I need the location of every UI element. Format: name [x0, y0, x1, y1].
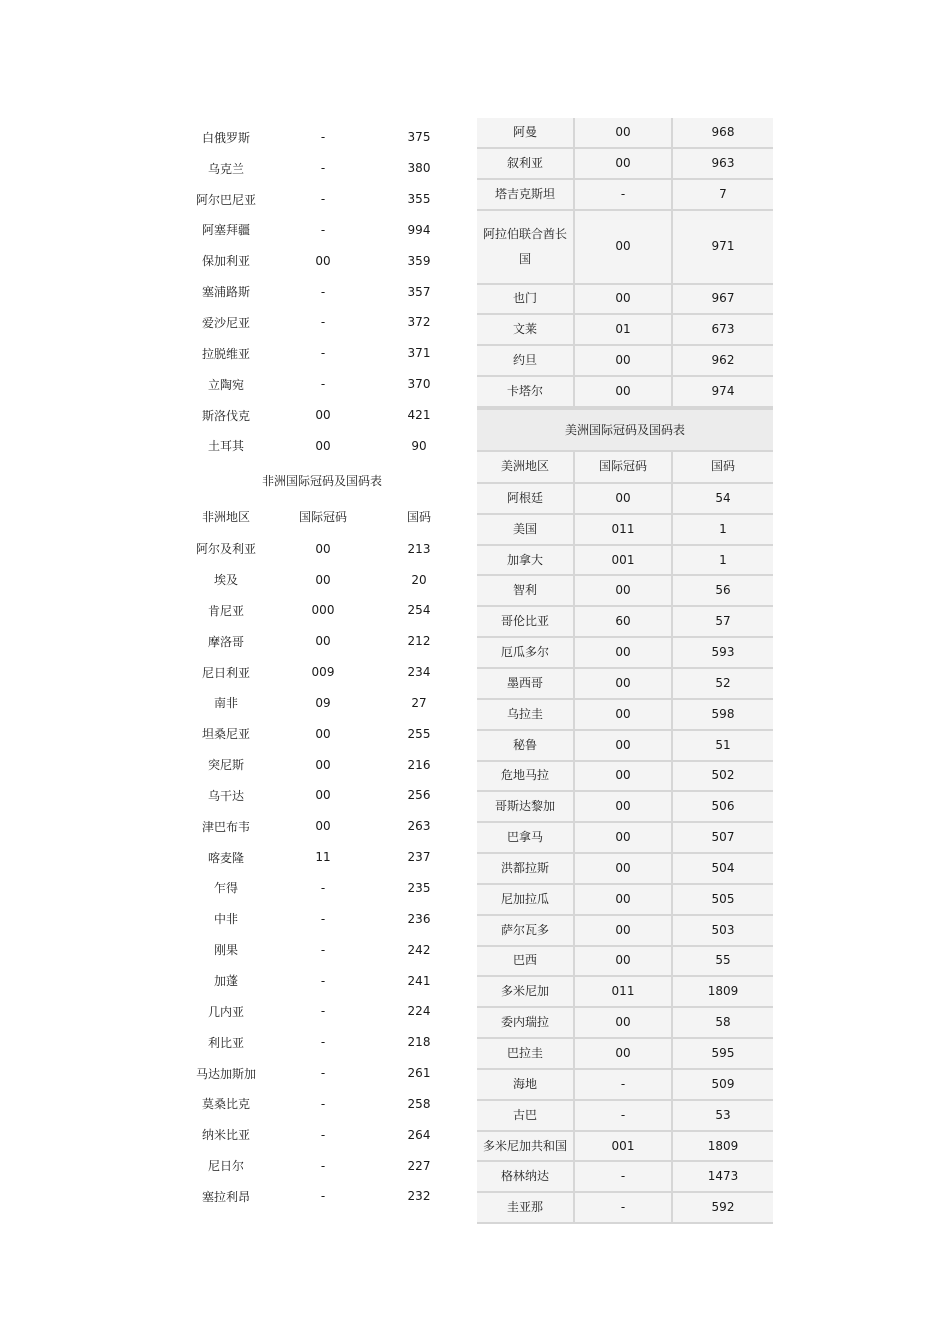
header-code: 国码 — [406, 509, 431, 524]
code-cell: 507 — [673, 823, 773, 852]
prefix-cell: - — [320, 1127, 326, 1142]
code-cell: 254 — [407, 603, 431, 618]
code-cell: 357 — [407, 284, 431, 299]
prefix-cell: - — [320, 222, 326, 237]
code-cell: 673 — [673, 315, 773, 344]
table-row — [477, 1101, 773, 1132]
table-row — [477, 346, 773, 377]
table-row — [477, 576, 773, 607]
table-row — [477, 377, 773, 408]
code-cell: 372 — [407, 315, 431, 330]
country-cell: 哥伦比亚 — [477, 607, 575, 636]
prefix-cell: 00 — [315, 757, 331, 772]
country-cell: 巴拉圭 — [477, 1039, 575, 1068]
country-cell: 约旦 — [477, 346, 575, 375]
prefix-cell: 00 — [575, 118, 673, 147]
prefix-cell: - — [320, 1189, 326, 1204]
code-cell: 380 — [407, 161, 431, 176]
country-cell: 喀麦隆 — [207, 850, 244, 865]
prefix-cell: 00 — [315, 788, 331, 803]
country-cell: 白俄罗斯 — [201, 130, 250, 145]
country-cell: 多米尼加 — [477, 977, 575, 1006]
country-cell: 利比亚 — [207, 1035, 244, 1050]
table-row — [477, 546, 773, 577]
country-cell: 巴拿马 — [477, 823, 575, 852]
prefix-cell: 00 — [575, 638, 673, 667]
country-cell: 南非 — [213, 696, 238, 711]
country-cell: 爱沙尼亚 — [201, 315, 250, 330]
prefix-cell: 00 — [575, 854, 673, 883]
prefix-cell: 00 — [575, 576, 673, 605]
prefix-cell: 009 — [311, 665, 335, 680]
prefix-cell: 01 — [575, 315, 673, 344]
prefix-cell: 00 — [315, 253, 331, 268]
table-row — [477, 977, 773, 1008]
table-row — [477, 669, 773, 700]
country-cell: 埃及 — [213, 573, 238, 588]
prefix-cell: 00 — [575, 1039, 673, 1068]
code-cell: 967 — [673, 285, 773, 314]
prefix-cell: 00 — [575, 700, 673, 729]
code-cell: 58 — [673, 1008, 773, 1037]
country-cell: 阿尔巴尼亚 — [195, 192, 256, 207]
country-cell: 多米尼加共和国 — [477, 1132, 575, 1161]
code-cell: 264 — [407, 1127, 431, 1142]
code-cell: 509 — [673, 1070, 773, 1099]
code-cell: 359 — [407, 253, 431, 268]
prefix-cell: - — [320, 161, 326, 176]
table-row — [477, 1193, 773, 1224]
table-row — [477, 916, 773, 947]
country-cell: 乌干达 — [207, 788, 244, 803]
table-row — [477, 515, 773, 546]
prefix-cell: 00 — [575, 885, 673, 914]
country-cell: 加蓬 — [213, 974, 238, 989]
country-cell: 乌拉圭 — [477, 700, 575, 729]
code-cell: 57 — [673, 607, 773, 636]
table-row — [477, 149, 773, 180]
table-row — [477, 854, 773, 885]
header-region: 非洲地区 — [201, 509, 250, 524]
code-cell: 1 — [673, 546, 773, 575]
table-row — [477, 731, 773, 762]
code-cell: 505 — [673, 885, 773, 914]
america-table-title: 美洲国际冠码及国码表 — [477, 408, 773, 452]
prefix-cell: - — [320, 284, 326, 299]
code-cell: 27 — [411, 695, 427, 710]
table-row — [176, 811, 468, 842]
table-row — [477, 180, 773, 211]
code-cell: 216 — [407, 757, 431, 772]
code-cell: 237 — [407, 850, 431, 865]
prefix-cell: - — [320, 346, 326, 361]
prefix-cell: - — [320, 911, 326, 926]
code-cell: 242 — [407, 942, 431, 957]
country-cell: 塞拉利昂 — [201, 1189, 250, 1204]
america-rows — [477, 484, 773, 1224]
code-cell: 20 — [411, 572, 427, 587]
table-row — [176, 965, 468, 996]
country-cell: 圭亚那 — [477, 1193, 575, 1222]
country-cell: 津巴布韦 — [201, 819, 250, 834]
prefix-cell: 011 — [575, 977, 673, 1006]
prefix-cell: 00 — [575, 1008, 673, 1037]
code-cell: 1 — [673, 515, 773, 544]
table-row — [477, 700, 773, 731]
code-cell: 218 — [407, 1035, 431, 1050]
prefix-cell: 00 — [575, 916, 673, 945]
country-cell: 阿曼 — [477, 118, 575, 147]
right-table — [477, 118, 773, 1224]
header-code: 国码 — [673, 452, 773, 482]
prefix-cell: - — [320, 1066, 326, 1081]
prefix-cell: - — [320, 1158, 326, 1173]
country-cell: 纳米比亚 — [201, 1128, 250, 1143]
country-cell: 萨尔瓦多 — [477, 916, 575, 945]
table-row — [176, 245, 468, 276]
table-row — [477, 1008, 773, 1039]
country-cell: 古巴 — [477, 1101, 575, 1130]
table-row — [176, 338, 468, 369]
prefix-cell: - — [320, 973, 326, 988]
code-cell: 595 — [673, 1039, 773, 1068]
country-cell: 危地马拉 — [477, 762, 575, 791]
prefix-cell: 09 — [315, 695, 331, 710]
code-cell: 263 — [407, 819, 431, 834]
prefix-cell: 00 — [575, 762, 673, 791]
header-prefix: 国际冠码 — [298, 509, 347, 524]
table-row — [477, 211, 773, 285]
table-row — [176, 184, 468, 215]
code-cell: 224 — [407, 1004, 431, 1019]
left-table — [176, 122, 468, 1212]
table-row — [176, 1119, 468, 1150]
country-cell: 坦桑尼亚 — [201, 727, 250, 742]
code-cell: 963 — [673, 149, 773, 178]
table-row — [176, 1150, 468, 1181]
prefix-cell: 00 — [575, 285, 673, 314]
country-cell: 几内亚 — [207, 1004, 244, 1019]
table-row — [176, 1181, 468, 1212]
table-row — [477, 1070, 773, 1101]
table-row — [176, 996, 468, 1027]
table-row — [477, 638, 773, 669]
country-cell: 阿根廷 — [477, 484, 575, 513]
prefix-cell: - — [320, 1035, 326, 1050]
header-prefix: 国际冠码 — [575, 452, 673, 482]
code-cell: 236 — [407, 911, 431, 926]
prefix-cell: 60 — [575, 607, 673, 636]
prefix-cell: 00 — [575, 731, 673, 760]
table-row — [176, 400, 468, 431]
code-cell: 256 — [407, 788, 431, 803]
country-cell: 斯洛伐克 — [201, 408, 250, 423]
prefix-cell: 00 — [575, 823, 673, 852]
code-cell: 232 — [407, 1189, 431, 1204]
table-row — [176, 1027, 468, 1058]
country-cell: 拉脱维亚 — [201, 346, 250, 361]
code-cell: 56 — [673, 576, 773, 605]
country-cell: 美国 — [477, 515, 575, 544]
country-cell: 智利 — [477, 576, 575, 605]
table-row — [477, 1039, 773, 1070]
europe-rows — [176, 122, 468, 461]
country-cell: 阿拉伯联合酋长国 — [477, 211, 575, 283]
prefix-cell: 00 — [575, 792, 673, 821]
prefix-cell: 001 — [575, 1132, 673, 1161]
country-cell: 卡塔尔 — [477, 377, 575, 406]
table-row — [176, 842, 468, 873]
table-row — [477, 792, 773, 823]
table-row — [176, 1088, 468, 1119]
country-cell: 加拿大 — [477, 546, 575, 575]
code-cell: 971 — [673, 211, 773, 283]
table-row — [176, 276, 468, 307]
code-cell: 255 — [407, 726, 431, 741]
code-cell: 51 — [673, 731, 773, 760]
table-row — [176, 430, 468, 461]
country-cell: 中非 — [213, 912, 238, 927]
country-cell: 摩洛哥 — [207, 634, 244, 649]
country-cell: 突尼斯 — [207, 758, 244, 773]
prefix-cell: - — [575, 1070, 673, 1099]
country-cell: 叙利亚 — [477, 149, 575, 178]
country-cell: 尼日尔 — [207, 1159, 244, 1174]
prefix-cell: 00 — [575, 149, 673, 178]
country-cell: 阿塞拜疆 — [201, 223, 250, 238]
country-cell: 委内瑞拉 — [477, 1008, 575, 1037]
country-cell: 巴西 — [477, 947, 575, 976]
code-cell: 968 — [673, 118, 773, 147]
prefix-cell: 00 — [315, 572, 331, 587]
table-row — [176, 533, 468, 564]
table-row — [477, 118, 773, 149]
prefix-cell: 000 — [311, 603, 335, 618]
country-cell: 莫桑比克 — [201, 1097, 250, 1112]
prefix-cell: 001 — [575, 546, 673, 575]
table-row — [477, 885, 773, 916]
prefix-cell: - — [320, 130, 326, 145]
table-row — [176, 595, 468, 626]
code-cell: 375 — [407, 130, 431, 145]
table-row — [176, 369, 468, 400]
code-cell: 235 — [407, 880, 431, 895]
table-row — [176, 903, 468, 934]
country-cell: 秘鲁 — [477, 731, 575, 760]
code-cell: 212 — [407, 634, 431, 649]
asia-rows — [477, 118, 773, 408]
prefix-cell: - — [320, 942, 326, 957]
table-row — [176, 780, 468, 811]
table-row — [477, 947, 773, 978]
prefix-cell: - — [575, 180, 673, 209]
code-cell: 1809 — [673, 1132, 773, 1161]
table-row — [176, 718, 468, 749]
country-cell: 文莱 — [477, 315, 575, 344]
code-cell: 371 — [407, 346, 431, 361]
code-cell: 994 — [407, 222, 431, 237]
code-cell: 974 — [673, 377, 773, 406]
code-cell: 504 — [673, 854, 773, 883]
code-cell: 593 — [673, 638, 773, 667]
table-row — [176, 153, 468, 184]
code-cell: 370 — [407, 377, 431, 392]
country-cell: 马达加斯加 — [195, 1066, 256, 1081]
table-row — [176, 122, 468, 153]
prefix-cell: 00 — [575, 377, 673, 406]
code-cell: 421 — [407, 408, 431, 423]
prefix-cell: - — [320, 1004, 326, 1019]
table-row — [176, 1058, 468, 1089]
country-cell: 尼加拉瓜 — [477, 885, 575, 914]
table-row — [477, 315, 773, 346]
africa-table-header — [176, 499, 468, 533]
table-row — [477, 823, 773, 854]
prefix-cell: 00 — [575, 669, 673, 698]
code-cell: 213 — [407, 541, 431, 556]
prefix-cell: 00 — [575, 211, 673, 283]
country-cell: 洪都拉斯 — [477, 854, 575, 883]
prefix-cell: 00 — [315, 541, 331, 556]
country-cell: 乌克兰 — [207, 161, 244, 176]
table-row — [176, 657, 468, 688]
prefix-cell: - — [320, 315, 326, 330]
code-cell: 54 — [673, 484, 773, 513]
prefix-cell: - — [575, 1193, 673, 1222]
prefix-cell: - — [320, 1096, 326, 1111]
prefix-cell: 00 — [315, 438, 331, 453]
code-cell: 506 — [673, 792, 773, 821]
code-cell: 1809 — [673, 977, 773, 1006]
country-cell: 尼日利亚 — [201, 665, 250, 680]
table-row — [477, 285, 773, 316]
africa-table-title: 非洲国际冠码及国码表 — [261, 473, 382, 488]
prefix-cell: - — [320, 192, 326, 207]
country-cell: 立陶宛 — [207, 377, 244, 392]
prefix-cell: 00 — [315, 634, 331, 649]
prefix-cell: 11 — [315, 850, 331, 865]
country-cell: 肯尼亚 — [207, 603, 244, 618]
prefix-cell: - — [575, 1101, 673, 1130]
country-cell: 塞浦路斯 — [201, 285, 250, 300]
table-row — [176, 564, 468, 595]
code-cell: 503 — [673, 916, 773, 945]
code-cell: 53 — [673, 1101, 773, 1130]
prefix-cell: 011 — [575, 515, 673, 544]
country-cell: 塔吉克斯坦 — [477, 180, 575, 209]
country-cell: 保加利亚 — [201, 254, 250, 269]
table-row — [477, 762, 773, 793]
prefix-cell: - — [575, 1162, 673, 1191]
code-cell: 90 — [411, 438, 427, 453]
country-cell: 乍得 — [213, 881, 238, 896]
prefix-cell: - — [320, 377, 326, 392]
prefix-cell: 00 — [575, 346, 673, 375]
country-cell: 刚果 — [213, 943, 238, 958]
code-cell: 241 — [407, 973, 431, 988]
header-region: 美洲地区 — [477, 452, 575, 482]
prefix-cell: 00 — [575, 947, 673, 976]
table-row — [176, 873, 468, 904]
table-row — [176, 307, 468, 338]
country-cell: 格林纳达 — [477, 1162, 575, 1191]
code-cell: 227 — [407, 1158, 431, 1173]
country-cell: 阿尔及利亚 — [195, 542, 256, 557]
country-cell: 哥斯达黎加 — [477, 792, 575, 821]
table-row — [176, 215, 468, 246]
africa-rows — [176, 533, 468, 1212]
country-cell: 也门 — [477, 285, 575, 314]
america-table-header — [477, 452, 773, 484]
table-row — [176, 688, 468, 719]
country-cell: 土耳其 — [207, 439, 244, 454]
country-cell: 厄瓜多尔 — [477, 638, 575, 667]
code-cell: 261 — [407, 1066, 431, 1081]
table-row — [176, 626, 468, 657]
code-cell: 502 — [673, 762, 773, 791]
code-cell: 355 — [407, 192, 431, 207]
code-cell: 55 — [673, 947, 773, 976]
code-cell: 1473 — [673, 1162, 773, 1191]
prefix-cell: 00 — [575, 484, 673, 513]
prefix-cell: 00 — [315, 726, 331, 741]
code-cell: 7 — [673, 180, 773, 209]
code-cell: 598 — [673, 700, 773, 729]
table-row — [176, 934, 468, 965]
table-row — [477, 1132, 773, 1163]
table-row — [477, 607, 773, 638]
code-cell: 258 — [407, 1096, 431, 1111]
prefix-cell: - — [320, 880, 326, 895]
country-cell: 海地 — [477, 1070, 575, 1099]
table-row — [477, 484, 773, 515]
table-row — [477, 1162, 773, 1193]
code-cell: 962 — [673, 346, 773, 375]
prefix-cell: 00 — [315, 819, 331, 834]
table-row — [176, 749, 468, 780]
code-cell: 52 — [673, 669, 773, 698]
code-cell: 234 — [407, 665, 431, 680]
code-cell: 592 — [673, 1193, 773, 1222]
prefix-cell: 00 — [315, 408, 331, 423]
country-cell: 墨西哥 — [477, 669, 575, 698]
